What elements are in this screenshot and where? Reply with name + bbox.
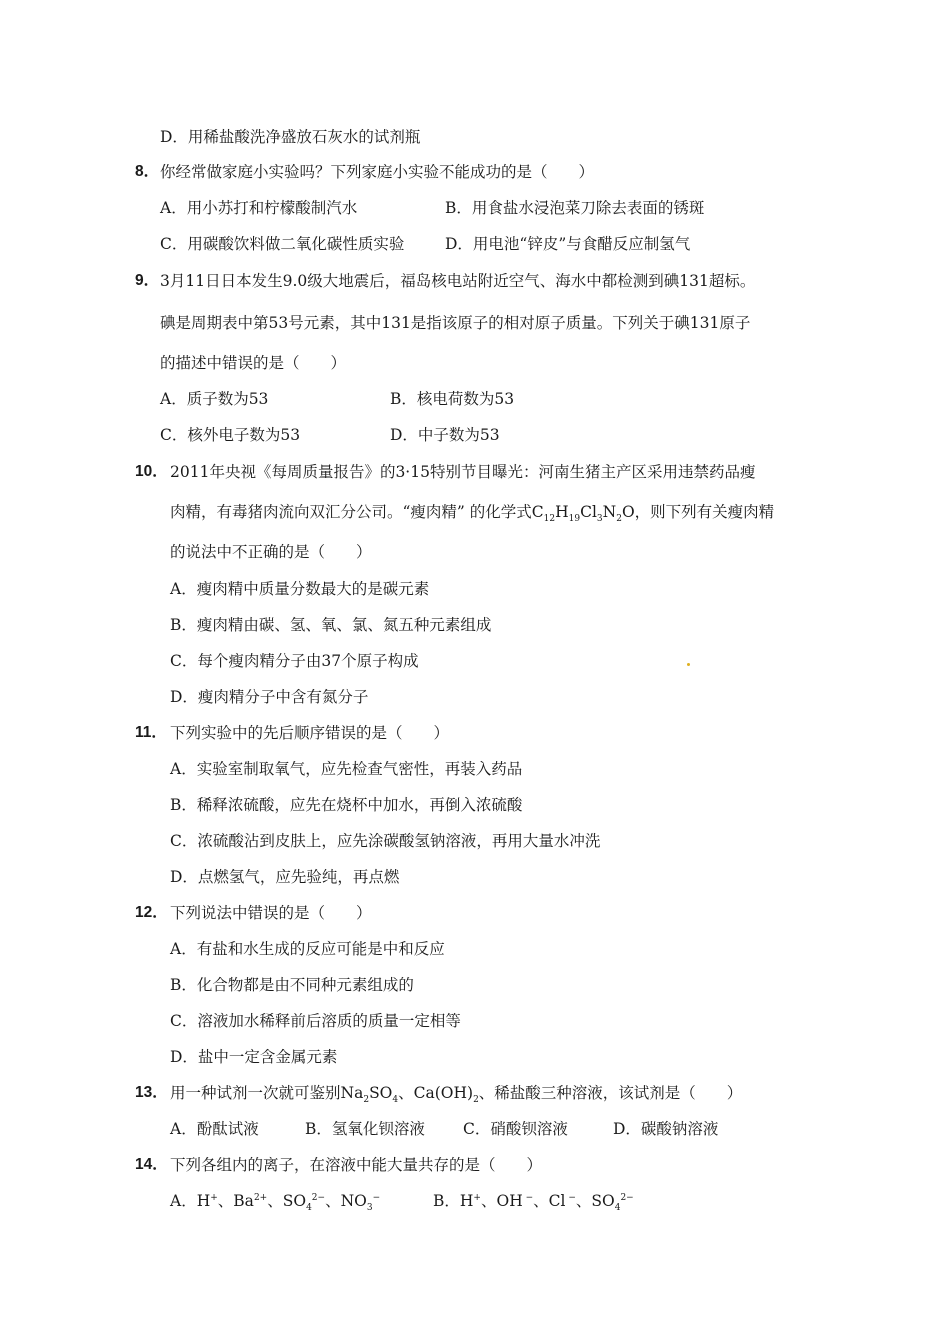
calcium-hydroxide-formula: $Ca(OH)_2$ (413, 1084, 479, 1106)
q10-option-b: B．瘦肉精由碳、氢、氧、氯、氮五种元素组成 (170, 616, 492, 634)
q12-option-c: C．溶液加水稀释前后溶质的质量一定相等 (170, 1012, 461, 1030)
q8-option-c: C．用碳酸饮料做二氧化碳性质实验 (160, 235, 405, 253)
q10-option-a: A．瘦肉精中质量分数最大的是碳元素 (170, 580, 430, 598)
q13-number: 13． (135, 1084, 168, 1101)
q10-stem-line2-prefix: 肉精，有毒猪肉流向双汇分公司。“瘦肉精” 的化学式 (170, 503, 532, 521)
q9-option-d: D．中子数为53 (390, 426, 500, 444)
q14-stem: 下列各组内的离子，在溶液中能大量共存的是（ ） (170, 1156, 543, 1174)
q13-option-c: C．硝酸钡溶液 (463, 1120, 568, 1138)
q13-option-b: B．氢氧化钡溶液 (305, 1120, 425, 1138)
q7-option-d: D．用稀盐酸洗净盛放石灰水的试剂瓶 (160, 128, 421, 146)
q10-stem-line2-suffix: ，则下列有关瘦肉精 (634, 503, 775, 521)
q12-option-d: D．盐中一定含金属元素 (170, 1048, 338, 1066)
q8-option-d: D．用电池“锌皮”与食醋反应制氢气 (445, 235, 691, 253)
q9-stem-line3: 的描述中错误的是（ ） (160, 354, 347, 372)
q9-option-a: A．质子数为53 (160, 390, 269, 408)
q11-option-a: A．实验室制取氧气，应先检查气密性，再装入药品 (170, 760, 523, 778)
q10-stem-line1: 2011年央视《每周质量报告》的3·15特别节目曝光：河南生猪主产区采用违禁药品瘦 (170, 463, 756, 481)
q8-stem: 你经常做家庭小实验吗？下列家庭小实验不能成功的是（ ） (160, 163, 595, 181)
q12-option-a: A．有盐和水生成的反应可能是中和反应 (170, 940, 445, 958)
q11-number: 11． (135, 724, 167, 741)
q11-stem: 下列实验中的先后顺序错误的是（ ） (170, 724, 450, 742)
clenbuterol-formula: $C_{12}H_{19}Cl_3N_2O$ (531, 503, 635, 525)
q13-option-a: A．酚酞试液 (170, 1120, 259, 1138)
q8-option-b: B．用食盐水浸泡菜刀除去表面的锈斑 (445, 199, 705, 217)
q10-stem-line2 (170, 502, 775, 525)
q9-stem-line1: 3月11日日本发生9.0级大地震后，福岛核电站附近空气、海水中都检测到碘131超标。 (160, 272, 756, 290)
q9-stem-line2: 碘是周期表中第53号元素，其中131是指该原子的相对原子质量。下列关于碘131原子 (160, 314, 751, 332)
q12-number: 12． (135, 904, 168, 921)
q14-number: 14． (135, 1156, 168, 1173)
q8-option-a: A．用小苏打和柠檬酸制汽水 (160, 199, 358, 217)
q11-option-d: D．点燃氢气，应先验纯，再点燃 (170, 868, 400, 886)
q10-option-c: C．每个瘦肉精分子由37个原子构成 (170, 652, 419, 670)
q10-option-d: D．瘦肉精分子中含有氮分子 (170, 688, 369, 706)
sodium-sulfate-formula: $Na_2SO_4$ (340, 1084, 399, 1106)
q9-number: 9． (135, 272, 160, 289)
q9-option-c: C．核外电子数为53 (160, 426, 301, 444)
q12-option-b: B．化合物都是由不同种元素组成的 (170, 976, 414, 994)
q12-stem: 下列说法中错误的是（ ） (170, 904, 372, 922)
q8-number: 8． (135, 163, 160, 180)
q14-option-b: B．H+、OH −、Cl −、$SO_4^{2-}$ (433, 1192, 634, 1214)
q10-stem-line3: 的说法中不正确的是（ ） (170, 543, 372, 561)
q13-option-d: D．碳酸钠溶液 (613, 1120, 719, 1138)
q14-option-a: A．H+、$Ba^{2+}$、$SO_4^{2-}$、$NO_3^-$ (170, 1192, 381, 1214)
q13-stem: 用一种试剂一次就可鉴别$Na_2SO_4$、$Ca(OH)_2$、稀盐酸三种溶液，该试剂是（ ） (170, 1084, 743, 1106)
q11-option-c: C．浓硫酸沾到皮肤上，应先涂碳酸氢钠溶液，再用大量水冲洗 (170, 832, 601, 850)
q9-option-b: B．核电荷数为53 (390, 390, 515, 408)
q10-number: 10． (135, 463, 168, 480)
ink-speck (687, 663, 690, 666)
q11-option-b: B．稀释浓硫酸，应先在烧杯中加水，再倒入浓硫酸 (170, 796, 523, 814)
